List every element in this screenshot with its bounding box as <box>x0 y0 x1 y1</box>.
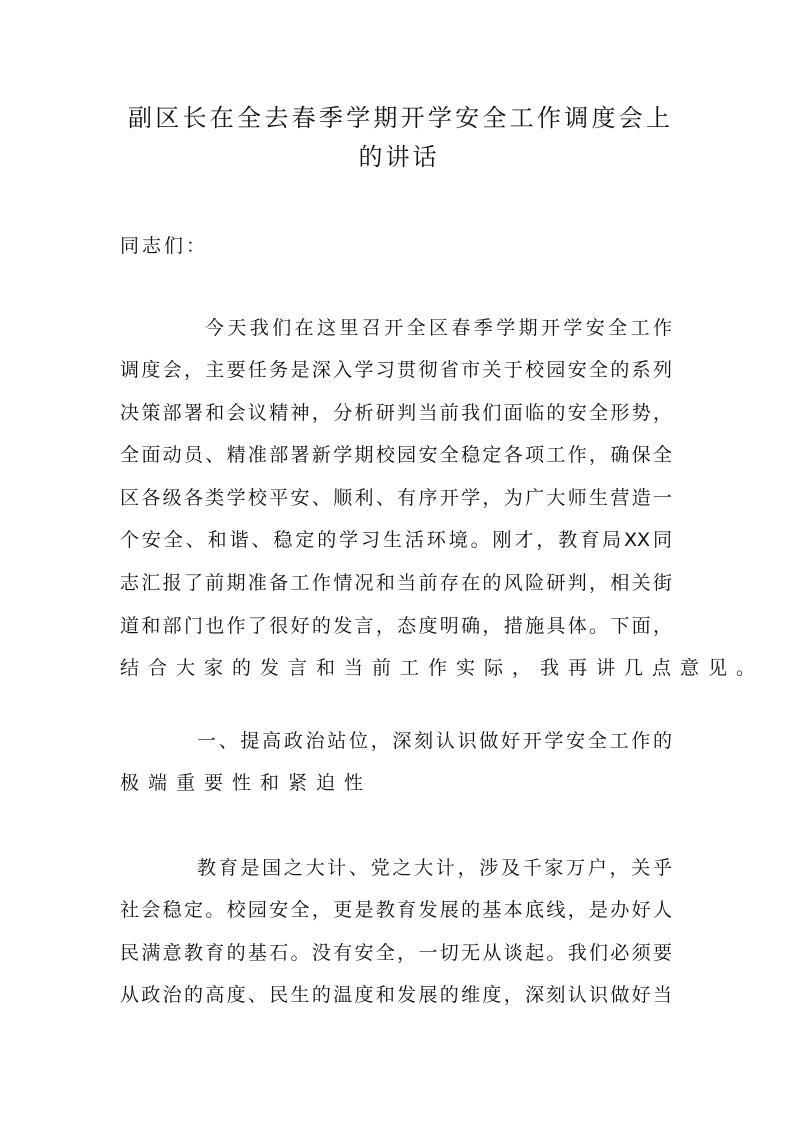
text-line: 教育是国之大计、党之大计，涉及千家万户，关乎 <box>197 857 672 879</box>
title-line-1: 副区长在全去春季学期开学安全工作调度会上 <box>128 104 670 132</box>
salutation: 同志们： <box>120 235 209 257</box>
text-line: 道和部门也作了很好的发言，态度明确，措施具体。下面， <box>120 615 672 637</box>
text-line: 调度会，主要任务是深入学习贯彻省市关于校园安全的系列 <box>120 359 672 381</box>
text-line: 区各级各类学校平安、顺利、有序开学，为广大师生营造一 <box>120 487 672 509</box>
text-line: 从政治的高度、民生的温度和发展的维度，深刻认识做好当 <box>120 984 672 1006</box>
heading-line: 一、提高政治站位，深刻认识做好开学安全工作的 <box>197 730 672 752</box>
text-line: 决策部署和会议精神，分析研判当前我们面临的安全形势， <box>120 402 672 424</box>
text-line: 个安全、和谐、稳定的学习生活环境。刚才，教育局XX同 <box>120 529 672 551</box>
heading-line: 极端重要性和紧迫性 <box>120 772 373 794</box>
text-line: 社会稳定。校园安全，更是教育发展的基本底线，是办好人 <box>120 899 672 921</box>
text-line: 结合大家的发言和当前工作实际，我再讲几点意见。 <box>120 657 765 679</box>
text-line: 志汇报了前期准备工作情况和当前存在的风险研判，相关街 <box>120 572 672 594</box>
title-line-2: 的讲话 <box>358 143 440 171</box>
text-line: 民满意教育的基石。没有安全，一切无从谈起。我们必须要 <box>120 942 672 964</box>
text-line: 全面动员、精准部署新学期校园安全稳定各项工作，确保全 <box>120 444 672 466</box>
text-line: 今天我们在这里召开全区春季学期开学安全工作 <box>205 317 672 339</box>
